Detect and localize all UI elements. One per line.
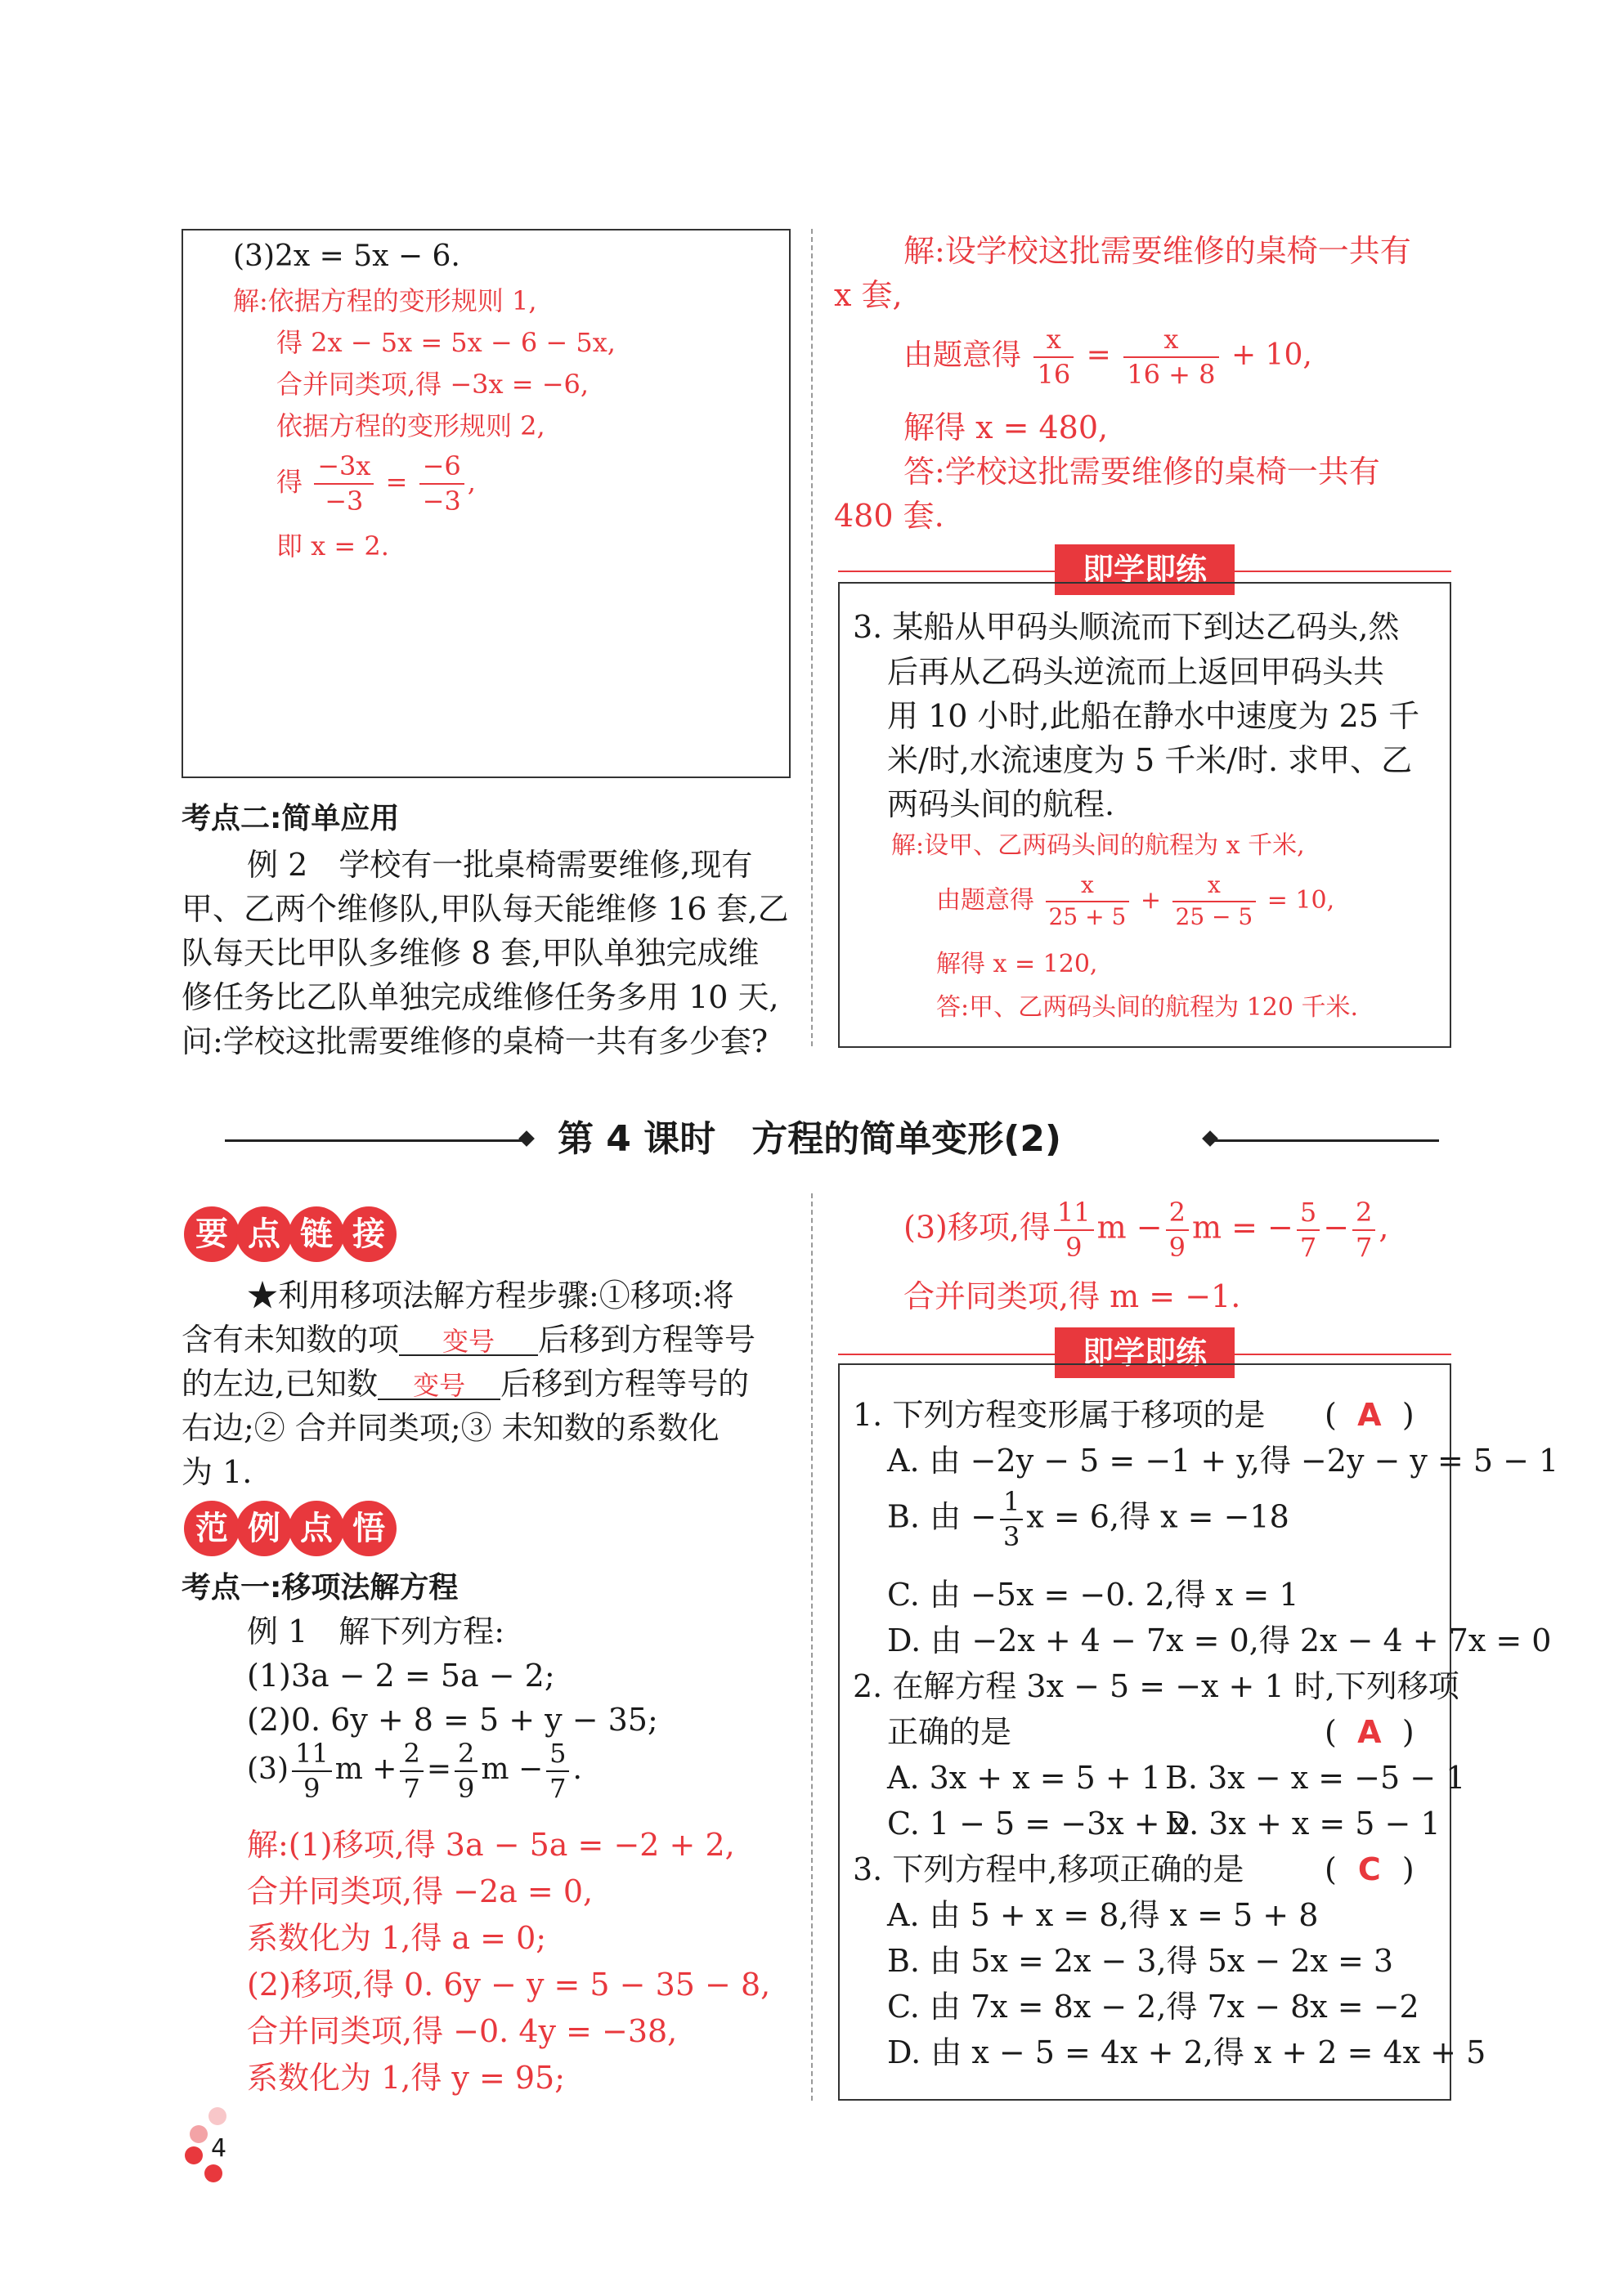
solution-line-4: 解得 x = 480, (903, 410, 1109, 445)
heading-char: 链 (289, 1206, 344, 1262)
text: 含有未知数的项 (182, 1322, 400, 1358)
fraction: $\frac{2}{9}$ (1166, 1198, 1189, 1262)
step-5: 得 $\frac{-3x}{-3}$ = $\frac{-6}{-3}$ , (276, 450, 476, 517)
text: m − (481, 1752, 544, 1787)
fraction: $\frac{5}{7}$ (1297, 1198, 1320, 1262)
fraction: $\frac{-3x}{-3}$ (314, 452, 374, 516)
text: ) (1401, 1851, 1414, 1887)
practice3-sol-4: 答:甲、乙两码头间的航程为 120 千米. (936, 993, 1358, 1022)
q3-option-a: A. 由 5 + x = 8,得 x = 5 + 8 (887, 1897, 1319, 1933)
fanli-sol-4: (2)移项,得 0. 6y − y = 5 − 35 − 8, (247, 1967, 771, 2003)
example1-label: 例 1 解下列方程: (247, 1613, 505, 1649)
q1-option-d: D. 由 −2x + 4 − 7x = 0,得 2x − 4 + 7x = 0 (887, 1622, 1552, 1658)
fraction: $\frac{x}{16 + 8}$ (1123, 325, 1218, 389)
practice-badge: 即学即练 (1055, 1327, 1235, 1378)
diamond-right-icon (1202, 1130, 1218, 1147)
text: B. 由 − (887, 1498, 998, 1535)
text: m = − (1191, 1209, 1293, 1246)
solution-line-2: x 套, (834, 277, 903, 313)
q3-option-b: B. 由 5x = 2x − 3,得 5x − 2x = 3 (887, 1943, 1394, 1979)
text: (3)移项,得 (903, 1209, 1051, 1246)
q3-option-d: D. 由 x − 5 = 4x + 2,得 x + 2 = 4x + 5 (887, 2034, 1486, 2070)
eq-2: (2)0. 6y + 8 = 5 + y − 35; (247, 1702, 658, 1738)
solution-line-5: 答:学校这批需要维修的桌椅一共有 (903, 454, 1380, 490)
q1-option-a: A. 由 −2y − 5 = −1 + y,得 −2y − y = 5 − 1 (887, 1443, 1559, 1479)
text: ) (1401, 1397, 1414, 1433)
example2-line-1: 例 2 学校有一批桌椅需要维修,现有 (247, 847, 753, 883)
fanli-sol-3: 系数化为 1,得 a = 0; (247, 1920, 547, 1956)
q1-answer (1325, 1397, 1414, 1433)
yaodian-line-5: 为 1. (182, 1454, 253, 1490)
blank-answer: 变号 (378, 1372, 500, 1400)
yaodian-line-1: ★利用移项法解方程步骤:①移项:将 (247, 1278, 734, 1314)
fanli-sol-5: 合并同类项,得 −0. 4y = −38, (247, 2013, 678, 2049)
step-1: 解:依据方程的变形规则 1, (233, 285, 537, 316)
column-divider (811, 1193, 813, 2101)
fraction: $\frac{1}{3}$ (1000, 1488, 1023, 1551)
text: , (1379, 1209, 1389, 1246)
page-number: 4 (211, 2134, 227, 2163)
cont-line-1 (903, 1198, 1388, 1262)
title-rule-left (225, 1139, 527, 1142)
hexagon-decoration-icon (204, 2164, 222, 2182)
solution-line-3-suffix: + 10, (1231, 338, 1312, 373)
eq-1: (1)3a − 2 = 5a − 2; (247, 1658, 555, 1694)
hexagon-decoration-icon (208, 2107, 226, 2125)
example2-line-2: 甲、乙两个维修队,甲队每天能维修 16 套,乙 (182, 891, 789, 927)
step-2: 得 2x − 5x = 5x − 6 − 5x, (276, 327, 616, 358)
heading-char: 点 (236, 1206, 292, 1262)
q1-option-b (887, 1488, 1289, 1551)
fraction: $\frac{x}{16}$ (1033, 325, 1074, 389)
text: . (572, 1752, 582, 1787)
q3-option-c: C. 由 7x = 8x − 2,得 7x − 8x = −2 (887, 1989, 1419, 2025)
fraction: $\frac{x}{25 - 5}$ (1172, 873, 1257, 930)
q2-option-c: C. 1 − 5 = −3x + x (887, 1806, 1188, 1842)
fraction: $\frac{2}{7}$ (1352, 1198, 1375, 1262)
plus-sign: + (1140, 885, 1161, 915)
eq-3 (247, 1739, 582, 1803)
q2-stem-1: 2. 在解方程 3x − 5 = −x + 1 时,下列移项 (853, 1668, 1459, 1704)
q1-stem: 1. 下列方程变形属于移项的是 (853, 1397, 1266, 1433)
text: ( (1325, 1714, 1337, 1750)
fraction: $\frac{11}{9}$ (1054, 1198, 1094, 1262)
text: 后移到方程等号的 (500, 1366, 750, 1402)
solution-line-3-prefix: 由题意得 (903, 338, 1022, 373)
hexagon-decoration-icon (185, 2146, 203, 2164)
q2-option-d: D. 3x + x = 5 − 1 (1165, 1806, 1441, 1842)
practice3-sol-2-prefix: 由题意得 (936, 885, 1034, 915)
text: ( (1325, 1397, 1337, 1433)
practice-badge: 即学即练 (1055, 544, 1235, 595)
yaodian-line-2 (182, 1324, 755, 1356)
blank-answer: 变号 (399, 1328, 538, 1356)
solution-line-3 (903, 325, 1312, 389)
text: x = 6,得 x = −18 (1026, 1498, 1289, 1535)
fraction: $\frac{5}{7}$ (546, 1739, 569, 1803)
fanli-sol-2: 合并同类项,得 −2a = 0, (247, 1873, 594, 1909)
hexagon-decoration-icon (190, 2125, 208, 2143)
solution-line-1: 解:设学校这批需要维修的桌椅一共有 (903, 233, 1411, 269)
q2-stem-2: 正确的是 (887, 1714, 1012, 1750)
practice3-sol-2 (936, 873, 1334, 930)
fraction: $\frac{-6}{-3}$ (419, 452, 464, 516)
heading-char: 范 (184, 1501, 240, 1556)
q2-option-b: B. 3x − x = −5 − 1 (1165, 1760, 1466, 1796)
step-4: 依据方程的变形规则 2, (276, 410, 545, 441)
practice3-line-2: 后再从乙码头逆流而上返回甲码头共 (887, 654, 1385, 690)
answer-letter: A (1357, 1714, 1382, 1750)
practice3-line-1: 3. 某船从甲码头顺流而下到达乙码头,然 (853, 609, 1400, 645)
title-rule-right (1210, 1139, 1439, 1142)
q2-answer (1325, 1716, 1414, 1748)
text: = (426, 1752, 451, 1787)
column-divider (811, 229, 813, 1046)
kaodian1-title: 考点一:移项法解方程 (182, 1571, 459, 1605)
heading-char: 点 (289, 1501, 344, 1556)
solution-line-6: 480 套. (834, 498, 944, 534)
heading-char: 悟 (341, 1501, 397, 1556)
text: ( (1325, 1851, 1337, 1887)
answer-letter: A (1357, 1397, 1382, 1433)
cont-line-2: 合并同类项,得 m = −1. (903, 1278, 1241, 1314)
q1-option-c: C. 由 −5x = −0. 2,得 x = 1 (887, 1577, 1299, 1613)
text: ) (1401, 1714, 1414, 1750)
practice3-line-4: 米/时,水流速度为 5 千米/时. 求甲、乙 (887, 742, 1413, 778)
step-5-label: 得 (276, 466, 303, 498)
q2-option-a: A. 3x + x = 5 + 1 (887, 1760, 1161, 1796)
example2-line-5: 问:学校这批需要维修的桌椅一共有多少套? (182, 1023, 769, 1059)
step-6: 即 x = 2. (276, 530, 389, 562)
q3-stem: 3. 下列方程中,移项正确的是 (853, 1851, 1244, 1887)
heading-char: 接 (341, 1206, 397, 1262)
fanli-sol-6: 系数化为 1,得 y = 95; (247, 2060, 566, 2096)
fraction: $\frac{2}{7}$ (400, 1739, 423, 1803)
fraction: $\frac{2}{9}$ (455, 1739, 477, 1803)
practice3-sol-2-suffix: = 10, (1267, 885, 1335, 915)
example2-line-3: 队每天比甲队多维修 8 套,甲队单独完成维 (182, 935, 760, 971)
text: (3) (247, 1752, 289, 1787)
practice3-sol-3: 解得 x = 120, (936, 950, 1098, 978)
fanli-heading (184, 1501, 393, 1556)
text: 的左边,已知数 (182, 1366, 379, 1402)
step-3: 合并同类项,得 −3x = −6, (276, 369, 590, 400)
heading-char: 要 (184, 1206, 240, 1262)
fanli-sol-1: 解:(1)移项,得 3a − 5a = −2 + 2, (247, 1827, 735, 1863)
practice3-line-3: 用 10 小时,此船在静水中速度为 25 千 (887, 698, 1420, 734)
yaodian-heading (184, 1206, 393, 1262)
equals-sign: = (1086, 338, 1111, 373)
q3-answer (1325, 1851, 1414, 1887)
text: − (1323, 1209, 1350, 1246)
yaodian-line-4: 右边;② 合并同类项;③ 未知数的系数化 (182, 1410, 720, 1446)
yaodian-line-3 (182, 1368, 749, 1400)
practice3-line-5: 两码头间的航程. (887, 786, 1115, 822)
heading-char: 例 (236, 1501, 292, 1556)
fraction: $\frac{11}{9}$ (292, 1739, 332, 1803)
answer-letter: C (1357, 1851, 1381, 1887)
text: m − (1096, 1209, 1163, 1246)
fraction: $\frac{x}{25 + 5}$ (1046, 873, 1130, 930)
text: 后移到方程等号 (538, 1322, 756, 1358)
problem-3: (3)2x = 5x − 6. (233, 239, 460, 273)
practice3-sol-1: 解:设甲、乙两码头间的航程为 x 千米, (891, 831, 1305, 860)
section-title: 第 4 课时 方程的简单变形(2) (557, 1118, 1062, 1160)
text: m + (334, 1752, 397, 1787)
example2-line-4: 修任务比乙队单独完成维修任务多用 10 天, (182, 979, 779, 1015)
kaodian2-title: 考点二:简单应用 (182, 802, 400, 835)
